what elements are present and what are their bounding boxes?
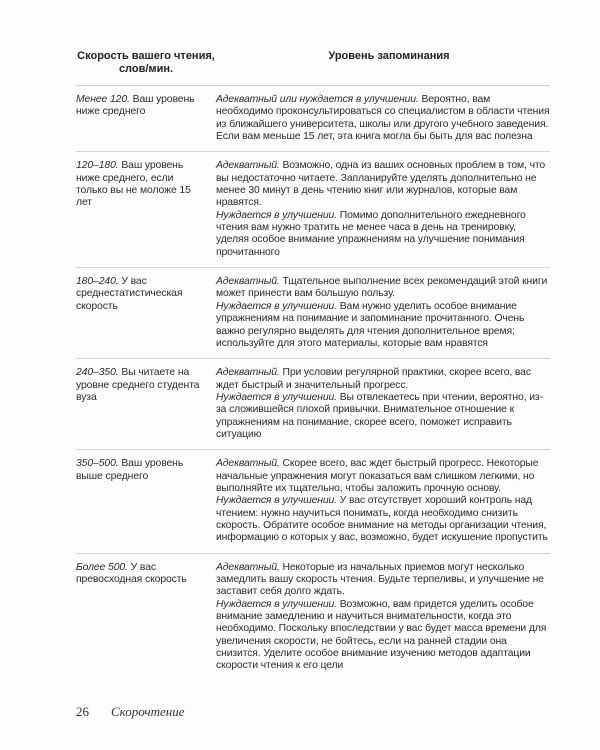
retention-paragraph [216,367,550,392]
page-footer [76,704,185,720]
table-row [76,268,550,359]
table-row [76,152,550,268]
retention-paragraph [216,94,550,143]
retention-level: Нуждается в улучшении. [216,598,337,610]
speed-cell [76,160,216,259]
retention-paragraph [216,458,550,495]
retention-cell [216,276,550,350]
speed-cell [76,458,216,544]
retention-advice: Тщательное выполнение всех рекомендаций этой книги может принести вам большую пользу. [216,276,548,300]
retention-level: Адекватный. [216,458,280,470]
retention-advice: Помимо дополнительного ежедневного чтения вам нужно тратить не менее часа в день на тренировку, уделяя особое внимание упражнениям на улучшение понимания прочитанного [216,209,526,258]
retention-cell [216,94,550,143]
speed-range: 180–240. [76,276,119,288]
reading-speed-table [76,50,550,681]
retention-paragraph [216,160,550,209]
retention-level: Адекватный или нуждается в улучшении. [216,94,419,105]
retention-paragraph [216,562,550,599]
speed-cell [76,367,216,441]
retention-level: Адекватный. [216,276,280,288]
retention-advice: Вероятно, вам необходимо проконсультироваться со специалистом в области чтения из ближайшего университета, школы или другого учебного заведения. Если вам меньше 15 лет, эта книга могла бы быть для вас полезна [216,94,550,143]
retention-level: Нуждается в улучшении. [216,209,337,221]
retention-level: Нуждается в улучшении. [216,300,337,312]
retention-paragraph [216,599,550,673]
retention-paragraph [216,495,550,544]
retention-level: Адекватный. [216,561,280,573]
speed-range: 350–500. [76,458,119,470]
retention-paragraph [216,301,550,350]
retention-cell [216,160,550,259]
retention-advice: Вы отвлекаетесь при чтении, вероятно, из-за сложившейся плохой привычки. Внимательное отношение к упражнениям на понимание, скорее всего, поможет исправить ситуацию [216,391,543,440]
retention-paragraph [216,210,550,259]
retention-advice: Возможно, вам придется уделить особое внимание замедлению и научиться внимательности, когда это необходимо. Поскольку впоследствии у вас будет масса времени для увеличения скорости, не бойтесь, если на ранней стадии она снизится. Уделите особое внимание изучению методов адаптации скорости чтения к его цели [216,598,547,672]
speed-description: У вас превосходная скорость [76,561,187,585]
retention-cell [216,458,550,544]
table-row [76,86,550,152]
speed-cell [76,276,216,350]
retention-paragraph [216,276,550,301]
retention-advice: Некоторые из начальных приемов могут несколько замедлить вашу скорость чтения. Будьте терпеливы, и улучшение не заставит себя долго ждать. [216,561,544,598]
retention-advice: Возможно, одна из ваших основных проблем в том, что вы недостаточно читаете. Запланируйте уделять дополнительно не менее 30 минут в день чтению книг или журналов, которые вам нравятся. [216,160,546,209]
speed-range: Менее 120. [76,94,130,105]
table-row [76,554,550,681]
retention-level: Нуждается в улучшении. [216,495,337,507]
table-row [76,359,550,450]
retention-level: Адекватный. [216,367,280,379]
table-header [76,50,550,86]
table-body [76,86,550,681]
speed-description: Ваш уровень выше среднего [76,458,184,482]
speed-range: 240–350. [76,367,119,379]
speed-range: Более 500. [76,561,128,573]
speed-description: Ваш уровень ниже среднего, если только вы не моложе 15 лет [76,160,191,209]
header-speed: Скорость вашего чтения, слов/мин. [77,50,215,75]
speed-range: 120–180. [76,160,119,172]
retention-level: Адекватный. [216,160,280,172]
table-row [76,450,550,553]
retention-cell [216,562,550,673]
speed-cell [76,562,216,673]
speed-cell [76,94,216,143]
retention-advice: У вас отсутствует хороший контроль над чтением: нужно научиться понимать, когда необходимо снизить скорость. Обратите особое внимание на методы организации чтения, информацию о которых у вас, возможно, будет искушение пропустить [216,495,548,544]
speed-description: Ваш уровень ниже среднего [76,94,195,118]
book-title: Скорочтение [111,704,185,719]
speed-description: Вы читаете на уровне среднего студента вуза [76,367,200,403]
retention-advice: При условии регулярной практики, скорее всего, вас ждет быстрый и значительный прогресс. [216,367,531,391]
retention-level: Нуждается в улучшении. [216,391,337,403]
speed-description: У вас среднестатистическая скорость [76,276,183,312]
retention-cell [216,367,550,441]
retention-advice: Скорее всего, вас ждет быстрый прогресс. Некоторые начальные упражнения могут показаться вам слишком легкими, но выполняйте их тщательно, чтобы заложить прочную основу. [216,458,539,494]
retention-advice: Вам нужно уделить особое внимание упражнениям на понимание и запоминание прочитанного. Очень важно регулярно выделять для чтения дополнительное время; используйте для этого материалы, которые вам нравятся [216,300,525,349]
retention-paragraph [216,392,550,441]
header-retention: Уровень запоминания [328,50,450,62]
page-number: 26 [76,704,89,719]
